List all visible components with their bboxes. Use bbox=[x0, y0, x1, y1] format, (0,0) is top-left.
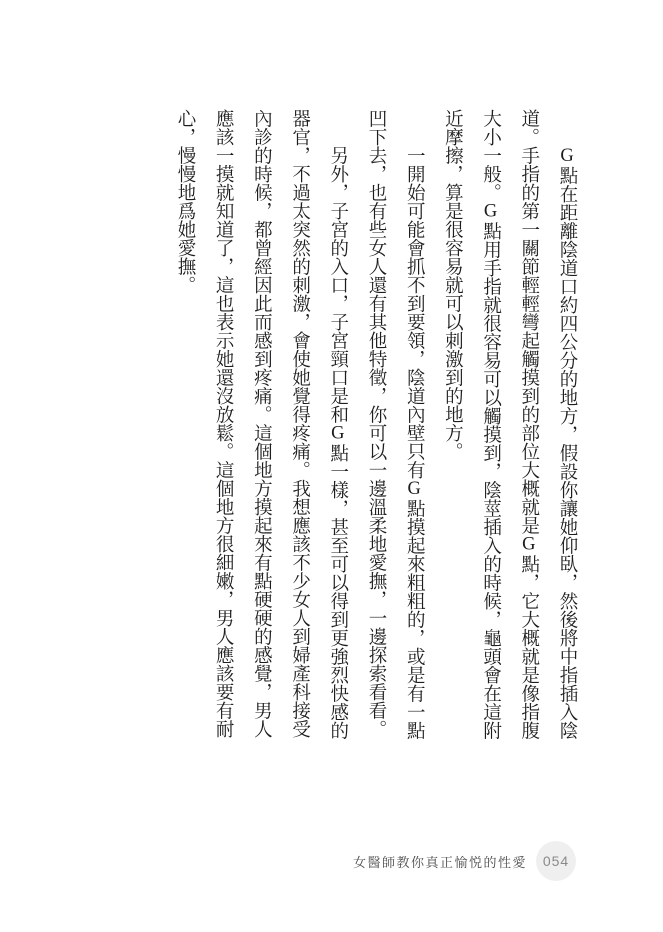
body-text bbox=[166, 109, 586, 740]
paragraph: 一開始可能會抓不到要領，陰道內壁只有G點摸起來粗粗的，或是有一點凹下去，也有些女人還有其他特徵，你可以一邊溫柔地愛撫，一邊探索看看。 bbox=[365, 109, 425, 740]
page-number-badge: 054 bbox=[536, 841, 576, 881]
page-footer bbox=[353, 841, 576, 881]
paragraph: G點在距離陰道口約四公分的地方，假設你讓她仰臥，然後將中指插入陰道。手指的第一關節輕輕彎起觸摸到的部位大概就是G點，它大概就是像指腹大小一般。G點用手指就很容易可以觸摸到，陰莖插入的時候，龜頭會在這附近摩擦，算是很容易就可以刺激到的地方。 bbox=[442, 109, 577, 740]
book-title: 女醫師教你真正愉悦的性愛 bbox=[352, 854, 527, 870]
paragraph: 另外，子宮的入口，子宮頸口是和G點一樣，甚至可以得到更強烈快感的器官，不過太突然的刺激，會使她覺得疼痛。我想應該不少女人到婦產科接受內診的時候，都曾經因此而感到疼痛。這個地方摸起來有點硬硬的感覺，男人應該一摸就知道了，這也表示她還沒放鬆。這個地方很細嫩，男人應該要有耐心，慢慢地爲她愛撫。 bbox=[174, 109, 348, 740]
